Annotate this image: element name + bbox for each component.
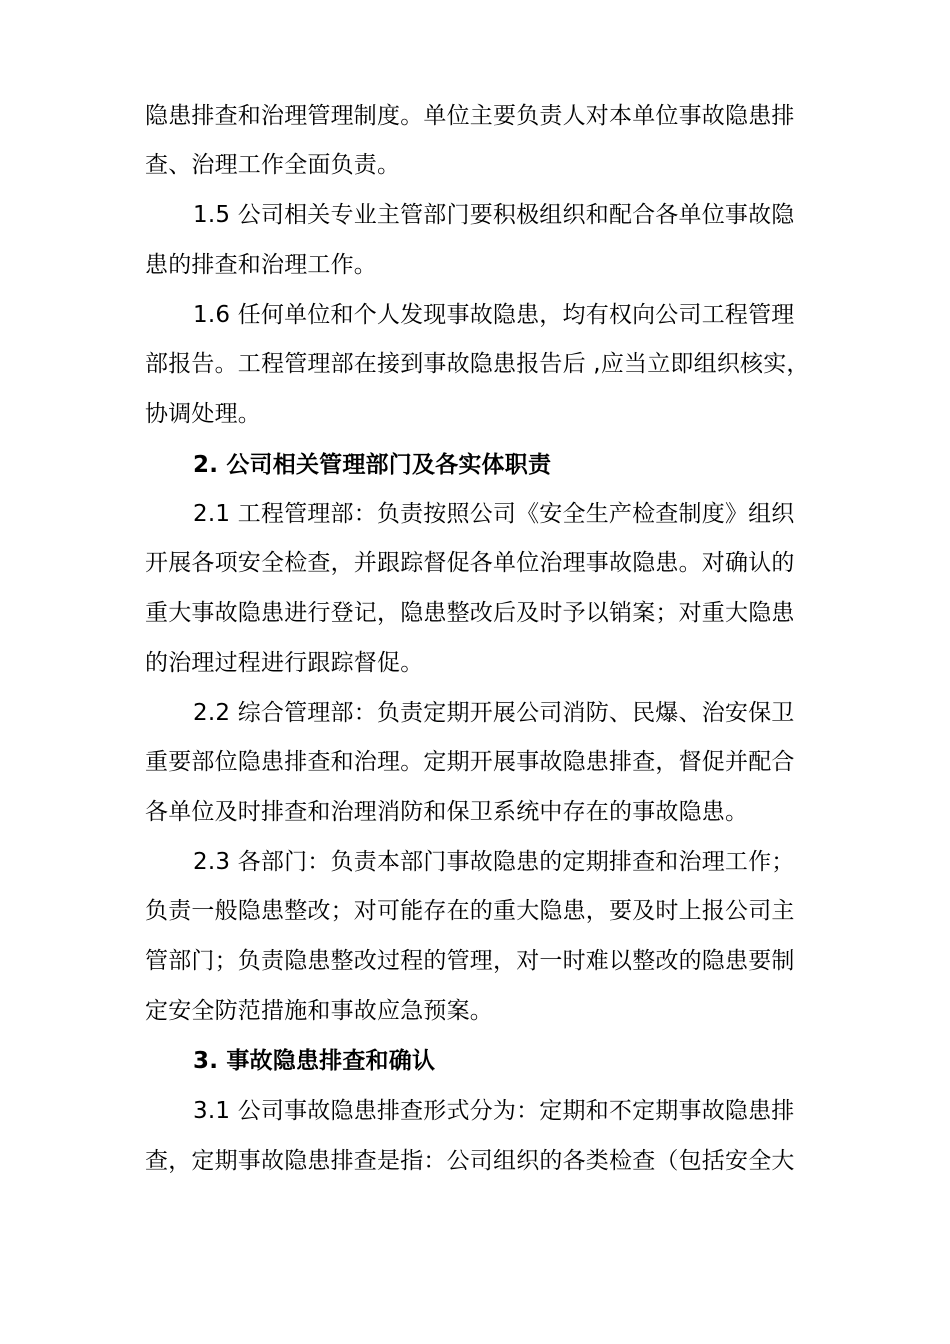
paragraph-1-5: 1.5 公司相关专业主管部门要积极组织和配合各单位事故隐 xyxy=(193,202,795,228)
paragraph-2-2: 2.2 综合管理部：负责定期开展公司消防、民爆、治安保卫 xyxy=(193,700,795,726)
body-text-line: 各单位及时排查和治理消防和保卫系统中存在的事故隐患。 xyxy=(145,799,749,825)
paragraph-2-1: 2.1 工程管理部：负责按照公司《安全生产检查制度》组织 xyxy=(193,501,795,527)
body-text-line: 协调处理。 xyxy=(145,401,261,427)
body-text-line: 查，定期事故隐患排查是指：公司组织的各类检查（包括安全大 xyxy=(145,1148,795,1174)
body-text-line: 部报告。工程管理部在接到事故隐患报告后 ,应当立即组织核实， xyxy=(145,351,810,377)
section-heading-2: 2. 公司相关管理部门及各实体职责 xyxy=(193,452,552,478)
body-text-line: 管部门；负责隐患整改过程的管理，对一时难以整改的隐患要制 xyxy=(145,948,795,974)
body-text-line: 定安全防范措施和事故应急预案。 xyxy=(145,998,493,1024)
body-text-line: 重要部位隐患排查和治理。定期开展事故隐患排查，督促并配合 xyxy=(145,749,795,775)
section-heading-3: 3. 事故隐患排查和确认 xyxy=(193,1048,436,1074)
body-text-line: 重大事故隐患进行登记，隐患整改后及时予以销案；对重大隐患 xyxy=(145,600,795,626)
body-text-line: 患的排查和治理工作。 xyxy=(145,252,377,278)
body-text-line: 查、治理工作全面负责。 xyxy=(145,152,401,178)
body-text-line: 负责一般隐患整改；对可能存在的重大隐患，要及时上报公司主 xyxy=(145,898,795,924)
paragraph-1-6: 1.6 任何单位和个人发现事故隐患，均有权向公司工程管理 xyxy=(193,302,795,328)
body-text-line: 的治理过程进行跟踪督促。 xyxy=(145,650,424,676)
paragraph-3-1: 3.1 公司事故隐患排查形式分为：定期和不定期事故隐患排 xyxy=(193,1098,795,1124)
body-text-line: 隐患排查和治理管理制度。单位主要负责人对本单位事故隐患排 xyxy=(145,103,795,129)
body-text-line: 开展各项安全检查，并跟踪督促各单位治理事故隐患。对确认的 xyxy=(145,550,795,576)
paragraph-2-3: 2.3 各部门：负责本部门事故隐患的定期排查和治理工作； xyxy=(193,849,795,875)
